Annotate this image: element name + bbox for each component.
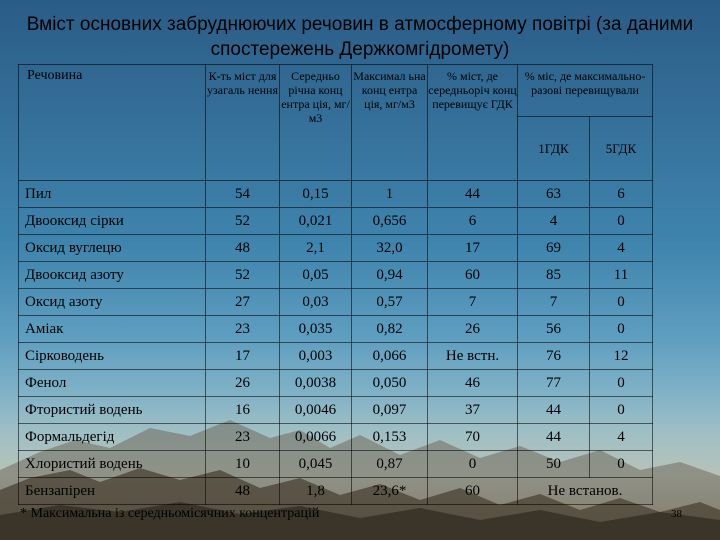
row-name: Хлористий водень [19,451,206,478]
cell-max: 1 [352,181,428,208]
cell-count: 17 [206,343,280,370]
cell-count: 48 [206,235,280,262]
header-average-concentration: Середньо річна конц ентра ція, мг/м3 [280,65,352,181]
cell-pct: 46 [428,370,518,397]
cell-max: 0,87 [352,451,428,478]
row-name: Фтористий водень [19,397,206,424]
header-pct-exceeding-avg: % міст, де середньоріч конц перевищує ГДК [428,65,518,181]
cell-count: 52 [206,208,280,235]
cell-avg: 0,003 [280,343,352,370]
table-row [19,370,653,397]
cell-1gdk: 77 [518,370,590,397]
table-row [19,478,653,505]
cell-avg: 2,1 [280,235,352,262]
row-name: Сірководень [19,343,206,370]
cell-max: 0,82 [352,316,428,343]
cell-max: 0,066 [352,343,428,370]
cell-max: 0,097 [352,397,428,424]
cell-not-established: Не встанов. [518,478,653,505]
cell-avg: 0,045 [280,451,352,478]
cell-avg: 0,0066 [280,424,352,451]
cell-5gdk: 4 [590,235,653,262]
header-5gdk: 5ГДК [590,117,653,181]
cell-5gdk: 0 [590,370,653,397]
cell-count: 10 [206,451,280,478]
cell-5gdk: 0 [590,289,653,316]
page-number: 38 [671,508,682,520]
cell-max: 0,050 [352,370,428,397]
cell-pct: 70 [428,424,518,451]
cell-count: 23 [206,424,280,451]
cell-1gdk: 63 [518,181,590,208]
cell-pct: 37 [428,397,518,424]
cell-1gdk: 4 [518,208,590,235]
row-name: Фенол [19,370,206,397]
cell-pct: 7 [428,289,518,316]
cell-5gdk: 12 [590,343,653,370]
row-name: Двооксид сірки [19,208,206,235]
cell-pct: 26 [428,316,518,343]
cell-count: 48 [206,478,280,505]
table-row [19,343,653,370]
table-row [19,208,653,235]
cell-count: 26 [206,370,280,397]
header-pct-exceeding-max: % міс, де максимально-разові перевищували [518,65,653,117]
cell-avg: 0,0038 [280,370,352,397]
cell-max: 0,153 [352,424,428,451]
header-1gdk: 1ГДК [518,117,590,181]
cell-count: 54 [206,181,280,208]
table-row [19,451,653,478]
row-name: Формальдегід [19,424,206,451]
cell-5gdk: 0 [590,451,653,478]
cell-avg: 0,0046 [280,397,352,424]
cell-pct: 60 [428,262,518,289]
header-substance: Речовина [19,65,206,181]
cell-pct: 60 [428,478,518,505]
page-title: Вміст основних забруднюючих речовин в атмосферному повітрі (за даними спостережень Держкомгідромету) [26,14,694,60]
cell-5gdk: 6 [590,181,653,208]
cell-pct: 6 [428,208,518,235]
table-row [19,424,653,451]
row-name: Аміак [19,316,206,343]
cell-pct: 44 [428,181,518,208]
row-name: Пил [19,181,206,208]
cell-avg: 0,035 [280,316,352,343]
pollutants-table [18,64,653,505]
cell-1gdk: 76 [518,343,590,370]
cell-1gdk: 69 [518,235,590,262]
row-name: Оксид вуглецю [19,235,206,262]
row-name: Оксид азоту [19,289,206,316]
cell-avg: 0,05 [280,262,352,289]
cell-5gdk: 4 [590,424,653,451]
cell-1gdk: 7 [518,289,590,316]
cell-count: 27 [206,289,280,316]
header-city-count: К-ть міст для узагаль нення [206,65,280,181]
table-row [19,316,653,343]
cell-pct: 17 [428,235,518,262]
cell-max: 0,656 [352,208,428,235]
cell-max: 0,57 [352,289,428,316]
cell-pct: 0 [428,451,518,478]
cell-5gdk: 0 [590,208,653,235]
cell-1gdk: 50 [518,451,590,478]
cell-avg: 0,03 [280,289,352,316]
footnote: * Максимальна із середньомісячних концентрацій [20,506,320,521]
cell-1gdk: 44 [518,397,590,424]
cell-5gdk: 0 [590,316,653,343]
cell-count: 23 [206,316,280,343]
table-row [19,397,653,424]
cell-avg: 0,021 [280,208,352,235]
table-row [19,262,653,289]
cell-avg: 0,15 [280,181,352,208]
header-max-concentration: Максимал ьна конц ентра ція, мг/м3 [352,65,428,181]
cell-count: 16 [206,397,280,424]
cell-1gdk: 85 [518,262,590,289]
table-row [19,289,653,316]
cell-max: 32,0 [352,235,428,262]
cell-5gdk: 0 [590,397,653,424]
row-name: Двооксид азоту [19,262,206,289]
cell-pct: Не встн. [428,343,518,370]
table-row [19,235,653,262]
cell-1gdk: 44 [518,424,590,451]
cell-avg: 1,8 [280,478,352,505]
cell-5gdk: 11 [590,262,653,289]
cell-max: 0,94 [352,262,428,289]
table-row [19,181,653,208]
row-name: Бензапірен [19,478,206,505]
cell-max: 23,6* [352,478,428,505]
cell-1gdk: 56 [518,316,590,343]
cell-count: 52 [206,262,280,289]
